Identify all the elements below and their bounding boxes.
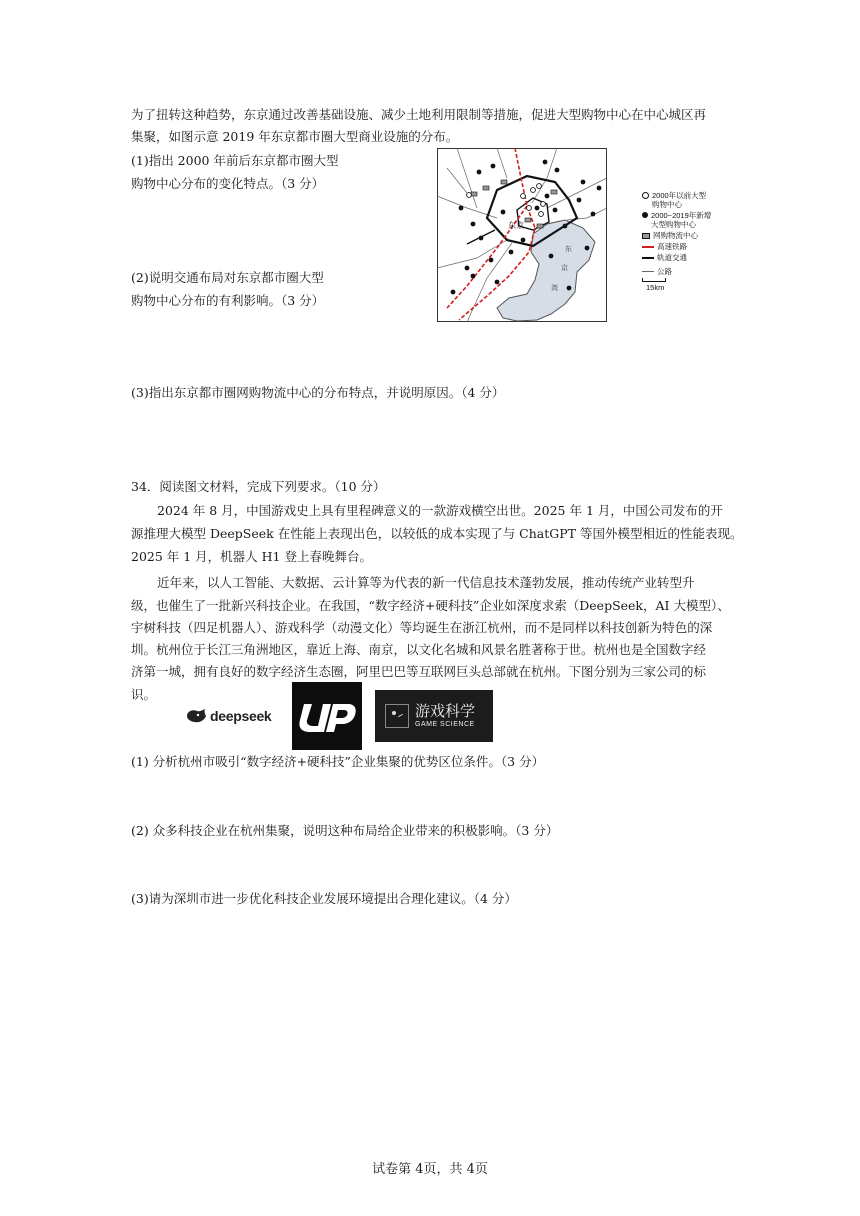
rail-line-icon (642, 257, 654, 259)
filled-circle-icon (642, 212, 648, 218)
scale-bar-icon (642, 278, 666, 282)
deepseek-wordmark: deepseek (210, 708, 272, 724)
q34-p2-line-1: 近年来，以人工智能、大数据、云计算等为代表的新一代信息技术蓬勃发展，推动传统产业转型升 (157, 575, 695, 590)
legend-new-a: 2000~2019年新增 (651, 211, 712, 220)
q34-p2-line-4: 圳。杭州位于长江三角洲地区，靠近上海、南京，以文化名城和风景名胜著称于世。杭州也是全国数字经 (131, 642, 707, 657)
road-line-icon (642, 271, 654, 272)
q34-p2-line-5: 济第一城，拥有良好的数字经济生态圈，阿里巴巴等互联网巨头总部就在杭州。下图分别为三家公司的标 (131, 664, 707, 679)
legend-road: 公路 (657, 267, 672, 276)
bay-char-1: 东 (565, 246, 572, 253)
legend-before2000-b: 购物中心 (652, 200, 682, 209)
q34-p2-line-2: 级，也催生了一批新兴科技企业。在我国，“数字经济+硬科技”企业如深度求索（DeepSeek，AI 大模型）、 (131, 598, 730, 613)
bay-char-3: 湾 (551, 285, 558, 292)
intro-line-2: 集聚，如图示意 2019 年东京都市圈大型商业设施的分布。 (131, 129, 459, 144)
q33-2-line-b: 购物中心分布的有利影响。（3 分） (131, 293, 325, 308)
page-footer: 试卷第 4页，共 4页 (372, 1162, 488, 1177)
q33-2-line-a: (2)说明交通布局对东京都市圈大型 (131, 270, 324, 285)
intro-line-1: 为了扭转这种趋势，东京通过改善基础设施、减少土地利用限制等措施，促进大型购物中心在中心城区再 (131, 107, 707, 122)
q34-p1-line-2: 源推理大模型 DeepSeek 在性能上表现出色，以较低的成本实现了与 ChatGPT 等国外模型相近的性能表现。 (131, 526, 743, 541)
open-circle-icon (642, 192, 649, 199)
q34-1: (1) 分析杭州市吸引“数字经济+硬科技”企业集聚的优势区位条件。（3 分） (131, 754, 545, 769)
game-science-en: GAME SCIENCE (415, 720, 475, 728)
deepseek-logo (185, 706, 271, 726)
map-legend (467, 193, 472, 198)
q34-p1-line-1: 2024 年 8 月，中国游戏史上具有里程碑意义的一款游戏横空出世。2025 年 1 月，中国公司发布的开 (157, 503, 723, 518)
game-science-logo (375, 690, 493, 742)
q34-3: (3)请为深圳市进一步优化科技企业发展环境提出合理化建议。（4 分） (131, 891, 517, 906)
whale-icon (185, 708, 207, 724)
legend-rail: 轨道交通 (657, 253, 687, 262)
tokyo-label: 东京 (508, 221, 524, 230)
warehouse-icon (642, 233, 650, 239)
legend-scale: 15km (646, 283, 665, 292)
tokyo-map (437, 148, 607, 322)
legend-new-b: 大型购物中心 (651, 220, 696, 229)
hsr-line-icon (642, 246, 654, 248)
q34-p2-line-6: 识。 (131, 687, 157, 702)
q34-p1-line-3: 2025 年 1 月，机器人 H1 登上春晚舞台。 (131, 549, 372, 564)
map-legend-box (642, 191, 712, 292)
legend-logistics: 网购物流中心 (653, 231, 698, 240)
q33-1-line-b: 购物中心分布的变化特点。（3 分） (131, 176, 325, 191)
q33-3: (3)指出东京都市圈网购物流中心的分布特点，并说明原因。（4 分） (131, 385, 505, 400)
legend-hsr: 高速铁路 (657, 242, 687, 251)
game-science-cn: 游戏科学 (415, 702, 476, 720)
legend-before2000-a: 2000年以前大型 (652, 191, 707, 200)
q34-title: 34．阅读图文材料，完成下列要求。（10 分） (131, 479, 386, 494)
game-science-emblem-icon (385, 704, 409, 728)
q33-1-line-a: (1)指出 2000 年前后东京都市圈大型 (131, 153, 339, 168)
q34-p2-line-3: 宇树科技（四足机器人）、游戏科学（动漫文化）等均诞生在浙江杭州，而不是同样以科技创新为特色的深 (131, 620, 713, 635)
q34-2: (2) 众多科技企业在杭州集聚，说明这种布局给企业带来的积极影响。（3 分） (131, 823, 559, 838)
unitree-mark-icon (292, 682, 362, 750)
bay-char-2: 京 (561, 265, 568, 272)
unitree-logo (292, 682, 362, 750)
